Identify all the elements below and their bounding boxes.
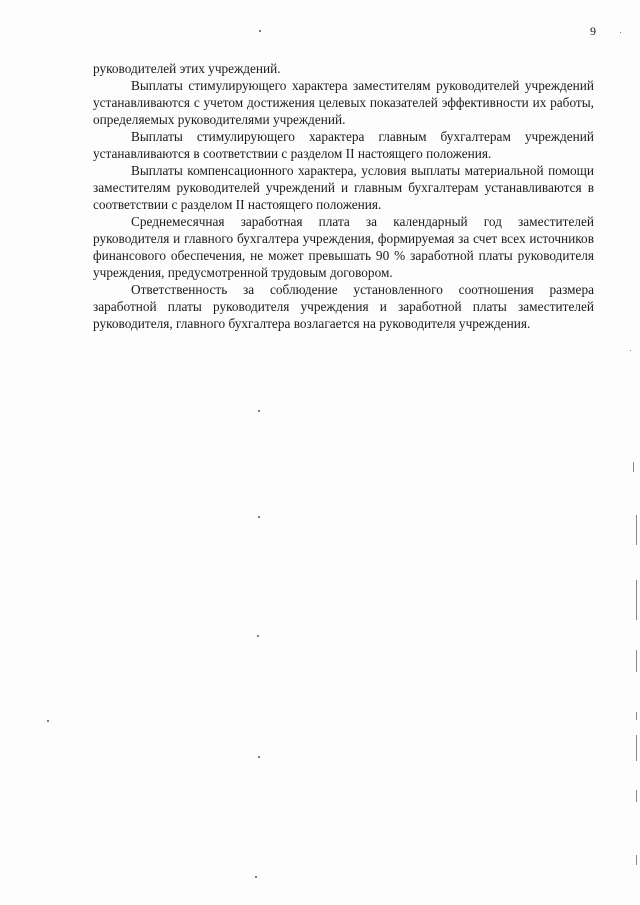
scan-edge-mark xyxy=(633,462,634,472)
paragraph-deputy-incentive-payments: Выплаты стимулирующего характера заместителям руководителей учреждений устанавливаются с учетом достижения целевых показателей эффективности их работы, определяемых руководителями учреждений. xyxy=(93,78,594,127)
scan-edge-mark xyxy=(636,650,637,672)
scan-speck xyxy=(257,635,259,637)
scan-speck xyxy=(258,516,260,518)
document-body xyxy=(93,60,594,332)
scan-speck xyxy=(620,32,621,33)
paragraph-compensation-payments: Выплаты компенсационного характера, условия выплаты материальной помощи заместителям руководителей учреждений и главным бухгалтерам устанавливаются в соответствии с разделом II настоящего положения. xyxy=(93,163,594,212)
scan-speck xyxy=(258,756,260,758)
scan-speck xyxy=(630,350,631,351)
scan-speck xyxy=(259,30,261,32)
scan-edge-mark xyxy=(636,515,637,545)
scan-edge-mark xyxy=(636,855,637,865)
page-number: 9 xyxy=(590,24,596,38)
scan-edge-mark xyxy=(636,580,637,620)
scan-edge-mark xyxy=(636,712,637,720)
scan-speck xyxy=(47,720,49,722)
scan-edge-mark xyxy=(636,790,637,802)
paragraph-accountant-incentive-payments: Выплаты стимулирующего характера главным бухгалтерам учреждений устанавливаются в соответствии с разделом II настоящего положения. xyxy=(93,129,594,161)
scan-edge-mark xyxy=(636,735,637,761)
paragraph-continuation: руководителей этих учреждений. xyxy=(93,61,281,76)
paragraph-responsibility: Ответственность за соблюдение установленного соотношения размера заработной платы руководителя учреждения и заработной платы заместителей руководителя, главного бухгалтера возлагается на руководителя учреждения. xyxy=(93,282,594,331)
paragraph-average-salary-limit: Среднемесячная заработная плата за календарный год заместителей руководителя и главного бухгалтера учреждения, формируемая за счет всех источников финансового обеспечения, не может превышать 90 % заработной платы руководителя учреждения, предусмотренной трудовым договором. xyxy=(93,214,594,280)
scan-speck xyxy=(258,410,260,412)
scan-speck xyxy=(255,876,257,878)
